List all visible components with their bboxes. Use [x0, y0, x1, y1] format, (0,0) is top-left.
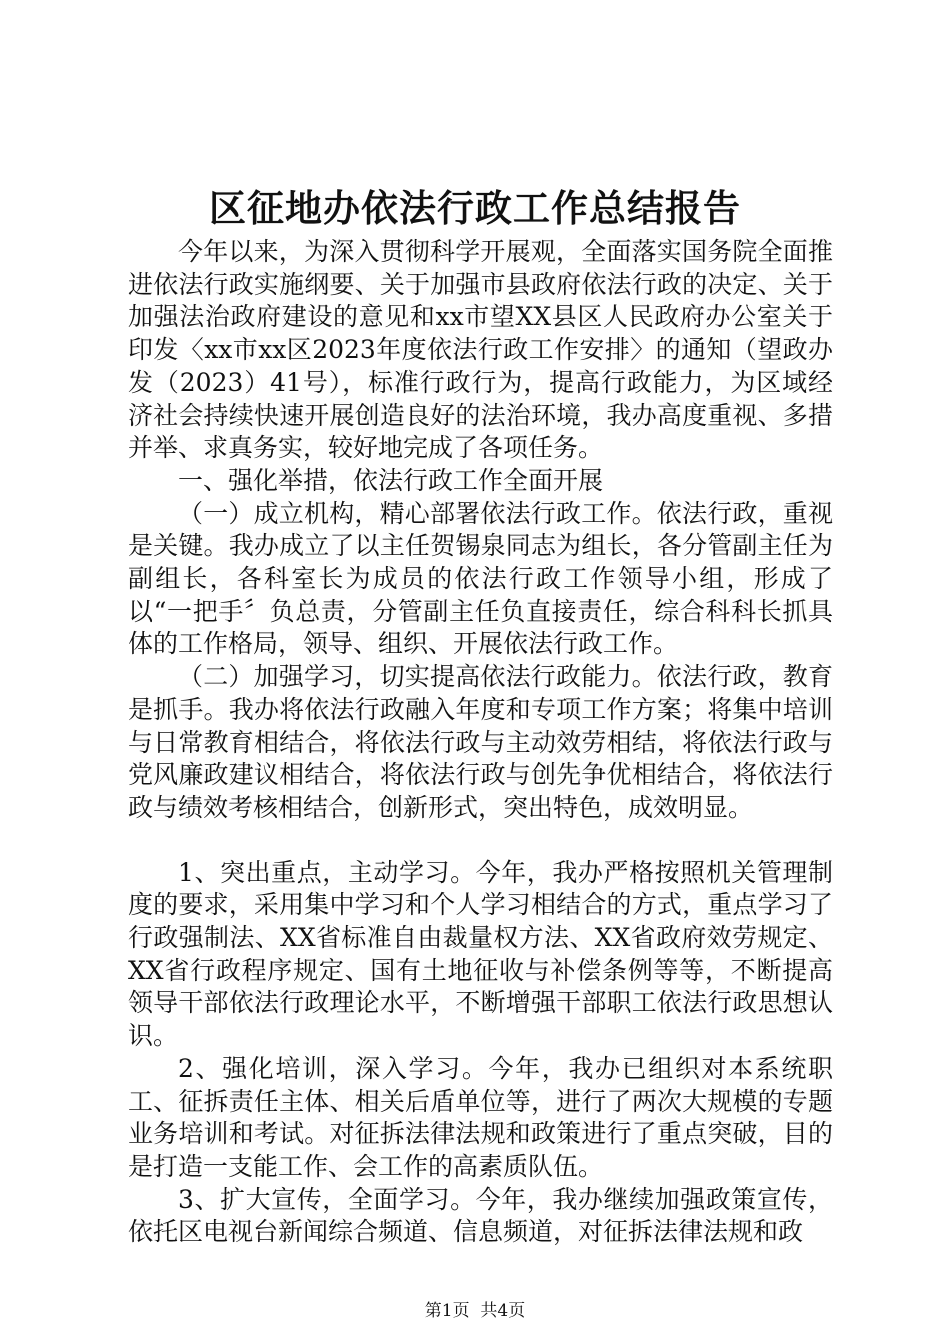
page-number: 第1页	[424, 1301, 470, 1321]
paragraph-subsection-1: （一）成立机构，精心部署依法行政工作。依法行政，重视是关键。我办成立了以主任贺锡泉同志为组长，各分管副主任为副组长，各科室长为成员的依法行政工作领导小组，形成了以“一把手〞负总责，分管副主任负直接责任，综合科科长抓具体的工作格局，领导、组织、开展依法行政工作。	[128, 498, 833, 659]
paragraph-item-2: 2、强化培训，深入学习。今年，我办已组织对本系统职工、征拆责任主体、相关后盾单位等，进行了两次大规模的专题业务培训和考试。对征拆法律法规和政策进行了重点突破，目的是打造一支能工作、会工作的高素质队伍。	[128, 1053, 833, 1181]
paragraph-subsection-2: （二）加强学习，切实提高依法行政能力。依法行政，教育是抓手。我办将依法行政融入年度和专项工作方案；将集中培训与日常教育相结合，将依法行政与主动效劳相结，将依法行政与党风廉政建议相结合，将依法行政与创先争优相结合，将依法行政与绩效考核相结合，创新形式，突出特色，成效明显。	[128, 662, 833, 822]
section-heading-1: 一、强化举措，依法行政工作全面开展	[178, 465, 604, 495]
document-title: 区征地办依法行政工作总结报告	[209, 186, 741, 230]
document-body	[128, 236, 833, 1249]
page-footer	[0, 1300, 950, 1322]
paragraph-item-3: 3、扩大宣传，全面学习。今年，我办继续加强政策宣传，依托区电视台新闻综合频道、信息频道，对征拆法律法规和政	[128, 1184, 833, 1247]
paragraph-item-1: 1、突出重点，主动学习。今年，我办严格按照机关管理制度的要求，采用集中学习和个人学习相结合的方式，重点学习了行政强制法、XX省标准自由裁量权方法、XX省政府效劳规定、XX省行政程序规定、国有土地征收与补偿条例等等，不断提高领导干部依法行政理论水平，不断增强干部职工依法行政思想认识。	[128, 857, 833, 1051]
page-total: 共4页	[480, 1301, 526, 1321]
paragraph-intro: 今年以来，为深入贯彻科学开展观，全面落实国务院全面推进依法行政实施纲要、关于加强市县政府依法行政的决定、关于加强法治政府建设的意见和xx市望XX县区人民政府办公室关于印发〈xx市xx区2023年度依法行政工作安排〉的通知（望政办发（2023）41号），标准行政行为，提高行政能力，为区域经济社会持续快速开展创造良好的法治环境，我办高度重视、多措并举、求真务实，较好地完成了各项任务。	[128, 237, 833, 463]
